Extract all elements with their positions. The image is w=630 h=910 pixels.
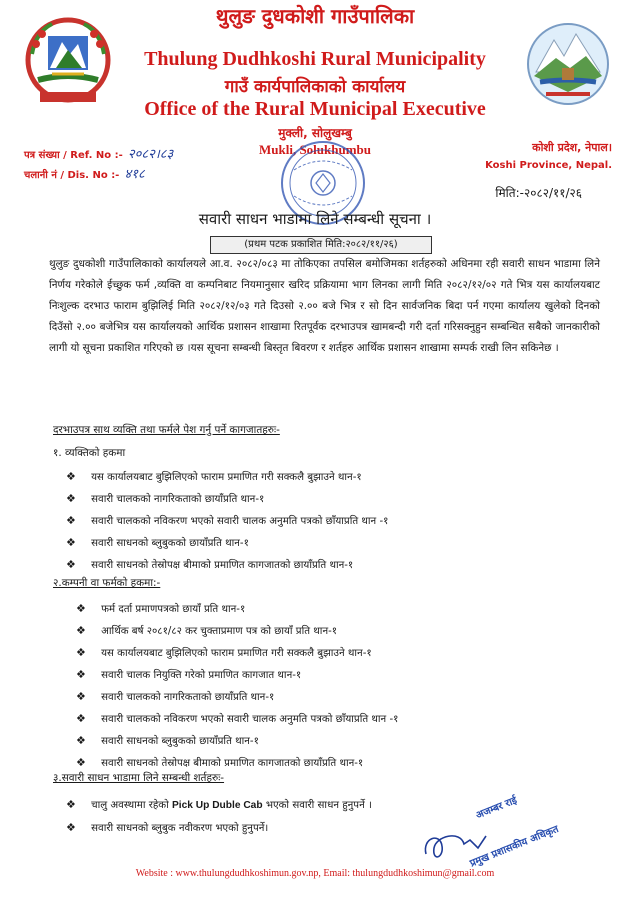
bullet-icon: ❖ — [76, 712, 86, 725]
list-item: ❖ सवारी चालक नियुक्ति गरेको प्रमाणित कागजात थान-१ — [76, 668, 302, 681]
notice-date: मिति:-२०८२/११/२६ — [495, 186, 582, 200]
ref-line — [24, 143, 173, 162]
footer-contact: Website : www.thulungdudhkoshimun.gov.np, Email: thulungdudhkoshimun@gmail.com — [135, 868, 495, 879]
address-en: Mukli, Solukhumbu — [258, 142, 371, 157]
section3-heading: ३.सवारी साधन भाडामा लिने सम्बन्धी शर्तहरुः- — [53, 772, 225, 784]
bullet-icon: ❖ — [76, 668, 86, 681]
bullet-icon: ❖ — [66, 514, 76, 527]
bullet-icon: ❖ — [76, 602, 86, 615]
section1-heading: १. व्यक्तिको हकमा — [53, 447, 126, 459]
municipality-name-np: थुलुङ दुधकोशी गाउँपालिका — [215, 4, 415, 28]
list-item: ❖ फर्म दर्ता प्रमाणपत्रको छायाँ प्रति थान-१ — [76, 602, 246, 615]
signatory-name: अजम्बर राई — [474, 795, 519, 822]
municipality-name-en: Thulung Dudhkoshi Rural Municipality — [144, 48, 486, 70]
notice-body: थुलुङ दुधकोशी गाउँपालिकाको कार्यालयले आ.व. २०८२/०८३ मा तोकिएका तपसिल बमोजिमका शर्तहरुको अधिनमा रही सवारी साधन भाडामा लिने निर्णय गरेकोले ईच्छुक फर्म ,व्यक्ति वा कम्पनिबाट नियमानुसार खरिद प्रक्रियामा भाग लिनका लागी मिति २०८२/१२/०२ गते भित्र यस कार्यालयबाट निःशुल्क दरभाउ फाराम बुझिलिई मिति २०८२/१२/०३ गते दिउसो २.०० बजे भित्र र सो दिन सार्वजनिक बिदा पर्न गएमा कार्यालय खुलेको दिनको दिउँसो २.०० बजेभित्र यस कार्यालयको आर्थिक प्रशासन शाखामा रितपूर्वक दरभाउपत्र खामबन्दी गरी दर्ता गरिसक्नुहुन सम्बन्धित सबैको जानकारीको लागी यो सूचना प्रकाशित गरिएको छ ।यस सूचना सम्बन्धी बिस्तृत बिवरण र शर्तहरु आर्थिक प्रशासन शाखामा सम्पर्क राखी लिन सकिनेछ । — [49, 258, 600, 354]
list-item: ❖ सवारी चालकको नविकरण भएको सवारी चालक अनुमति पत्रको छाँयाप्रति थान -१ — [66, 514, 389, 527]
bullet-icon: ❖ — [76, 756, 86, 769]
bullet-icon: ❖ — [76, 646, 86, 659]
bullet-icon: ❖ — [66, 821, 76, 834]
list-item: ❖ सवारी साधनको ब्लुबुकको छायाँप्रति थान-१ — [76, 734, 259, 747]
list-item: ❖ चालु अवस्थामा रहेको Pick Up Duble Cab भएको सवारी साधन हुनुपर्ने । — [66, 798, 372, 811]
ref-label: पत्र संख्या / Ref. No :- — [24, 150, 123, 161]
dispatch-line — [24, 163, 145, 182]
section3-list — [66, 793, 372, 839]
list-item: ❖ सवारी चालकको नागरिकताको छायाँप्रति थान-१ — [66, 492, 265, 505]
section2-heading: २.कम्पनी वा फर्मको हकमा:- — [53, 577, 161, 589]
dispatch-label: चलानी नं / Dis. No :- — [24, 170, 120, 181]
office-name-en: Office of the Rural Municipal Executive — [144, 98, 486, 120]
province-np: कोशी प्रदेश, नेपाल। — [532, 141, 612, 154]
list-item: ❖ सवारी साधनको ब्लुबुक नवीकरण भएको हुनुपर्ने। — [66, 821, 269, 834]
list-item: ❖ आर्थिक बर्ष २०८१/८२ कर चुक्ताप्रमाण पत्र को छायाँ प्रति थान-१ — [76, 624, 338, 637]
office-name-np: गाउँ कार्यपालिकाको कार्यालय — [224, 77, 406, 97]
ref-value: २०८२।८३ — [127, 147, 174, 162]
section1-list — [66, 465, 388, 575]
list-item: ❖ सवारी साधनको तेस्रोपक्ष बीमाको प्रमाणित कागजातको छायाँप्रति थान-१ — [76, 756, 364, 769]
bullet-icon: ❖ — [76, 734, 86, 747]
list-item: ❖ सवारी चालकको नागरिकताको छायाँप्रति थान-१ — [76, 690, 275, 703]
province-en: Koshi Province, Nepal. — [485, 160, 612, 171]
address-np: मुक्ली, सोलुखम्बु — [278, 126, 352, 140]
notice-title: सवारी साधन भाडामा लिने सम्बन्धी सूचना । — [198, 210, 432, 228]
list-item: ❖ सवारी साधनको तेस्रोपक्ष बीमाको प्रमाणित कागजातको छायाँप्रति थान-१ — [66, 558, 354, 571]
bullet-icon: ❖ — [66, 798, 76, 811]
list-item: ❖ यस कार्यालयबाट बुझिलिएको फाराम प्रमाणित गरी सक्कलै बुझाउने थान-१ — [66, 470, 362, 483]
bullet-icon: ❖ — [66, 558, 76, 571]
bullet-icon: ❖ — [66, 492, 76, 505]
list-item: ❖ सवारी चालकको नविकरण भएको सवारी चालक अनुमति पत्रको छाँयाप्रति थान -१ — [76, 712, 399, 725]
section2-list — [76, 597, 398, 773]
list-item: ❖ सवारी साधनको ब्लुबुकको छायाँप्रति थान-१ — [66, 536, 249, 549]
notice-subtitle: (प्रथम पटक प्रकाशित मिति:२०८२/११/२६) — [210, 236, 432, 254]
bullet-icon: ❖ — [76, 624, 86, 637]
dispatch-value: ४१८ — [124, 167, 145, 182]
list-item: ❖ यस कार्यालयबाट बुझिलिएको फाराम प्रमाणित गरी सक्कलै बुझाउने थान-१ — [76, 646, 372, 659]
vehicle-type: Pick Up Duble Cab — [172, 800, 263, 811]
bullet-icon: ❖ — [66, 536, 76, 549]
bullet-icon: ❖ — [66, 470, 76, 483]
signatory-title: प्रमुख प्रशासकीय अधिकृत — [468, 823, 561, 870]
bullet-icon: ❖ — [76, 690, 86, 703]
documents-heading: दरभाउपत्र साथ व्यक्ति तथा फर्मले पेश गर्नु पर्ने कागजातहरुः- — [53, 424, 280, 436]
